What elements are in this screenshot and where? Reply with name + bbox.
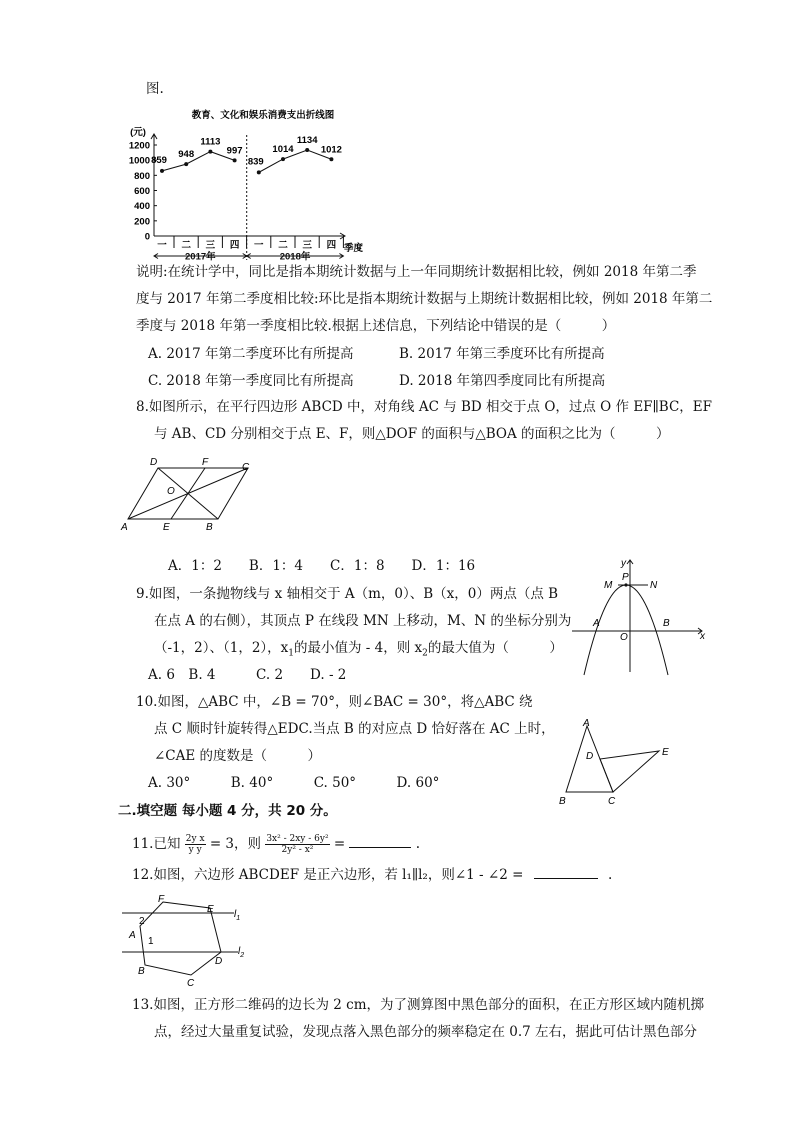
q8-options: A．1：2 B．1：4 C．1：8 D．1：16 [168,558,476,574]
chart-x-tick-label: 二 [181,240,191,251]
chart-title: 教育、文化和娱乐消费支出折线图 [191,110,335,121]
chart-data-label: 839 [247,156,264,168]
fig12-label-a: A [129,930,136,941]
chart-y-tick-label: 800 [134,170,150,182]
fig10-label-c: C [608,796,616,807]
chart-data-label: 859 [151,154,167,166]
q11-line [132,834,420,855]
chart-data-label: 1014 [272,144,294,156]
q8-line-2: 与 AB、CD 分别相交于点 E、F，则△DOF 的面积与△BOA 的面积之比为（ ） [154,426,670,442]
chart-y-tick-label: 1000 [128,155,150,167]
triangle-figure [556,716,676,808]
q11-frac1-num: 2y x [185,834,205,844]
q11-answer-blank[interactable] [349,835,411,848]
q8-line-1: 8.如图所示，在平行四边形 ABCD 中，对角线 AC 与 BD 相交于点 O，过点 O 作 EF∥BC，EF [136,399,713,415]
fig12-label-ang2: 2 [139,916,145,927]
chart-y-tick-label: 400 [134,201,150,213]
fig8-label-c: C [242,462,250,473]
q13-line-2: 点，经过大量重复试验，发现点落入黑色部分的频率稳定在 0.7 左右，据此可估计黑色部分 [154,1024,698,1040]
q10-line-2: 点 C 顺时针旋转得△EDC.当点 B 的对应点 D 恰好落在 AC 上时， [154,721,555,737]
q11-mid: = 3，则 [209,836,262,852]
chart-y-tick-label: 1200 [128,140,150,152]
hexagon-figure [118,894,258,989]
q7-option-c: C. 2018 年第一季度同比有所提高 [148,373,354,389]
q10-line-3: ∠CAE 的度数是（ ） [154,748,322,764]
q9-options: A. 6 B. 4 C. 2 D. - 2 [148,667,347,683]
fig12-label-f: F [158,894,165,905]
chart-x-tick-label: 三 [205,240,216,251]
q7-option-a: A. 2017 年第二季度环比有所提高 [148,346,354,362]
q7-option-b: B. 2017 年第三季度环比有所提高 [399,346,605,362]
chart-data-label: 1113 [200,136,221,148]
parallelogram-figure [118,452,258,534]
fig9-label-y: y [621,558,626,569]
chart-point [160,169,164,173]
chart-series-line [162,152,235,171]
q12-answer-blank[interactable] [534,866,598,879]
q11-end: . [415,836,421,852]
line-chart [118,104,364,263]
fig9-label-o: O [620,632,628,643]
fig9-label-x: x [700,631,705,642]
q9-line-1: 9.如图，一条抛物线与 x 轴相交于 A（m，0）、B（x，0）两点（点 B [136,586,559,602]
fig9-label-a: A [593,618,600,629]
chart-x-tick-label: 二 [278,240,288,251]
q9-line-3b: 的最小值为 - 4，则 x [294,640,423,656]
fig12-l2-sub: 2 [240,952,245,959]
q13-line-1: 13.如图，正方形二维码的边长为 2 cm，为了测算图中黑色部分的面积，在正方形区域内随机掷 [132,997,705,1013]
q7-explain-1: 说明:在统计学中，同比是指本期统计数据与上一年同期统计数据相比较，例如 2018 年第二季 [136,264,697,280]
chart-x-tick-label: 四 [326,240,337,251]
fig12-label-ang1: 1 [148,936,154,947]
fig12-label-d: D [215,956,223,967]
fig12-label-l1 [234,909,240,922]
q12-end: . [607,867,613,883]
q7-option-d: D. 2018 年第四季度同比有所提高 [399,373,606,389]
fig9-label-b: B [663,618,670,629]
q9-sub-2: 2 [422,648,428,659]
fig10-label-d: D [586,751,594,762]
fig9-label-n: N [650,580,658,591]
fig12-label-c: C [187,978,195,989]
q7-explain-3: 季度与 2018 年第一季度相比较.根据上述信息，下列结论中错误的是（ ） [136,318,616,334]
fig8-label-d: D [150,457,158,468]
chart-x-tick-label: 一 [157,240,167,251]
chart-point [257,170,261,174]
chart-x-tick-label: 一 [254,240,264,251]
q12-text: 12.如图，六边形 ABCDEF 是正六边形，若 l₁∥l₂，则∠1 - ∠2 = [132,867,524,883]
fig9-label-m: M [604,580,613,591]
q12-line [132,866,612,884]
fig10-label-a: A [583,718,590,729]
q11-suffix: = [333,836,346,852]
fig10-label-e: E [662,747,669,758]
chart-data-label: 1012 [320,144,342,156]
q10-options: A. 30° B. 40° C. 50° D. 60° [148,775,440,791]
chart-y-tick-label: 600 [134,186,150,197]
chart-group-label: 2018年 [279,251,311,263]
q7-explain-2: 度与 2017 年第二季度相比较:环比是指本期统计数据与上期统计数据相比较，例如 2018 年第二 [136,291,713,307]
chart-x-tick-label: 三 [302,240,312,251]
chart-y-tick-label: 0 [144,231,150,243]
q11-frac2-den: 2y² - x² [281,845,314,855]
fig8-label-f: F [202,457,209,468]
chart-data-label: 948 [178,149,195,161]
section-2-heading: 二.填空题 每小题 4 分，共 20 分。 [118,803,337,819]
fig12-label-b: B [138,966,145,977]
fig12-l1-sub: 1 [236,915,241,922]
top-fragment: 图. [146,81,164,97]
chart-y-tick-label: 200 [134,216,150,228]
fig12-label-l2 [238,946,244,959]
fig8-label-e: E [163,522,170,533]
q11-fraction-2 [265,834,329,855]
fig9-label-p: P [622,572,629,583]
chart-group-label: 2017年 [185,251,216,263]
chart-point [208,150,212,154]
chart-point [184,162,188,166]
q9-line-3c: 的最大值为（ ） [427,640,563,656]
fig8-label-a: A [121,522,128,533]
q11-frac2-num: 3x² - 2xy - 6y² [266,834,329,844]
chart-ylabel: (元) [130,127,146,138]
fig10-label-b: B [559,796,566,807]
q9-line-3 [154,639,563,663]
q9-line-3a: （-1，2）、（1，2），x [154,640,289,656]
parabola-figure [570,558,710,676]
q10-line-1: 10.如图，△ABC 中，∠B = 70°，则∠BAC = 30°，将△ABC 绕 [136,694,533,710]
fig12-l1-letter: l [234,909,237,920]
fig8-label-b: B [206,522,213,533]
q9-sub-1: 1 [288,648,295,659]
chart-xlabel: 季度 [344,243,364,254]
chart-x-tick-label: 四 [229,240,240,251]
fig8-label-o: O [167,486,175,497]
q11-fraction-1 [185,834,206,855]
fig12-l2-letter: l [238,946,241,957]
chart-data-label: 1134 [296,135,318,147]
q9-line-2: 在点 A 的右侧），其顶点 P 在线段 MN 上移动，M、N 的坐标分别为 [154,613,572,629]
chart-point [305,148,309,152]
chart-data-label: 997 [226,145,243,157]
chart-point [329,157,333,161]
fig12-label-e: E [207,904,214,915]
q11-prefix: 11.已知 [132,836,181,852]
chart-point [233,158,237,162]
q11-frac1-den: y y [188,845,202,855]
chart-point [281,157,285,161]
